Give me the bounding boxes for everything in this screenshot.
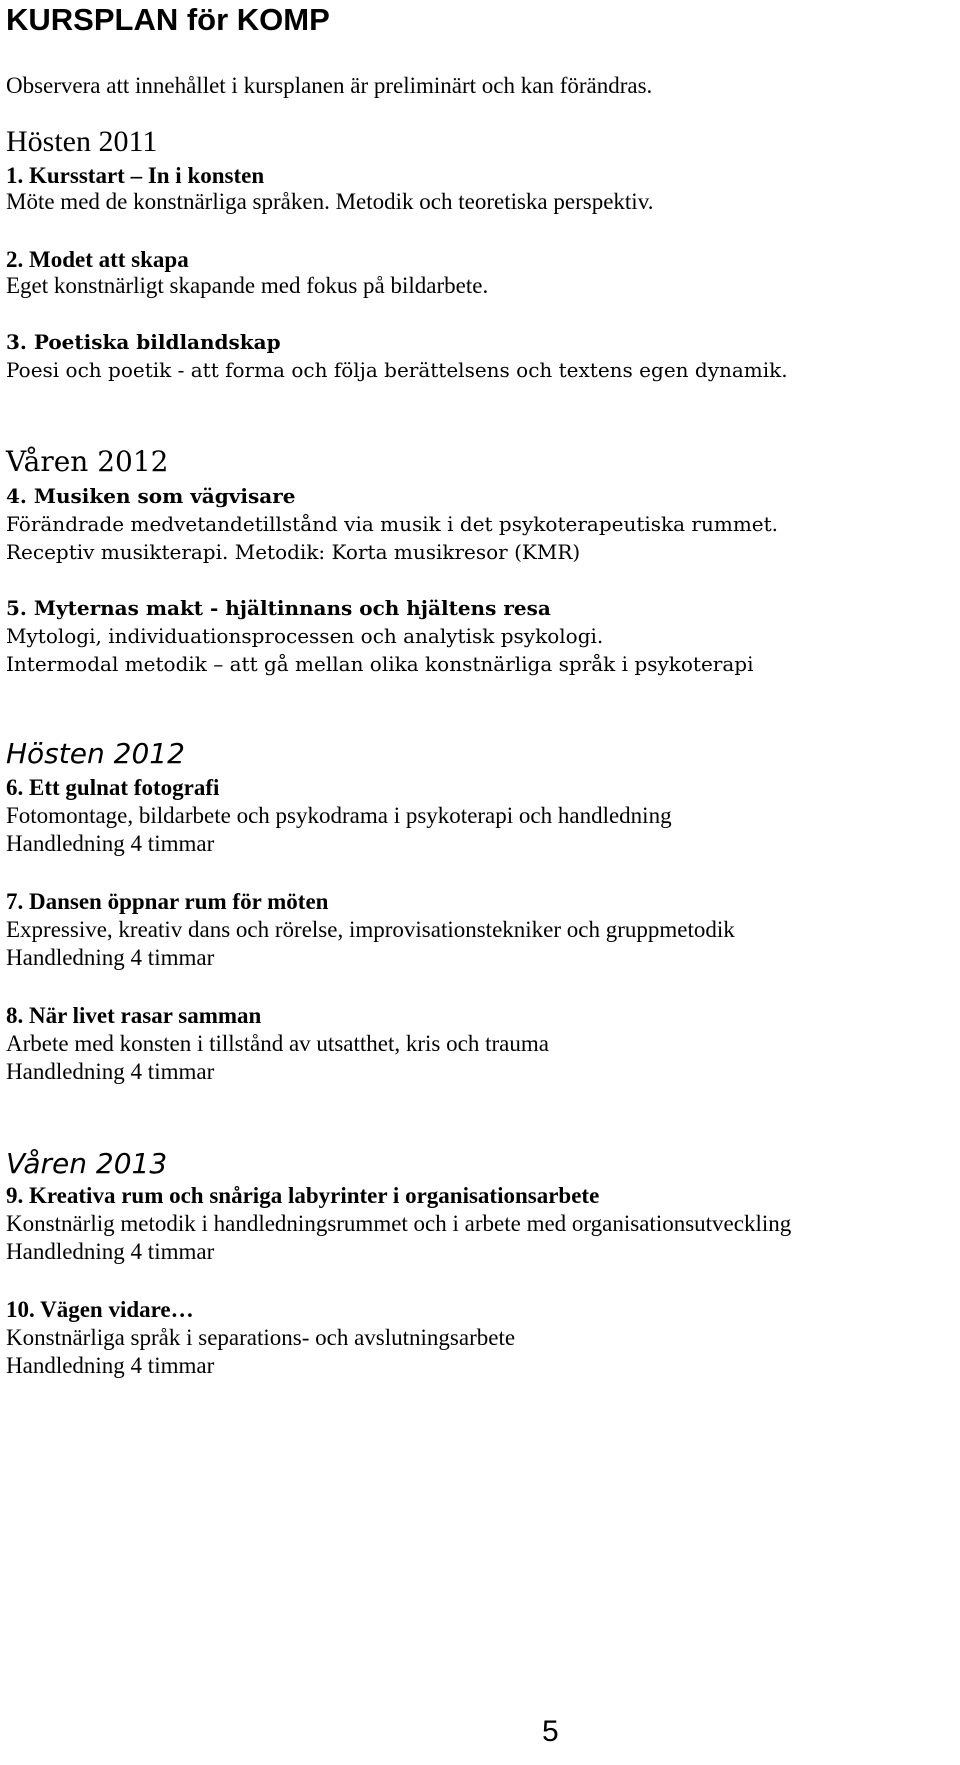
- module-line-9-2: Handledning 4 timmar: [6, 1239, 215, 1264]
- term-heading-hosten-2011: Hösten 2011: [6, 125, 158, 158]
- term-heading-varen-2013: Våren 2013: [6, 1147, 168, 1180]
- module-line-5-1: Mytologi, individuationsprocessen och analytisk psykologi.: [6, 624, 604, 648]
- term-heading-varen-2012: Våren 2012: [6, 445, 169, 478]
- module-line-10-1: Konstnärliga språk i separations- och avslutningsarbete: [6, 1325, 516, 1350]
- module-title-4: 4. Musiken som vägvisare: [6, 484, 296, 508]
- module-line-8-2: Handledning 4 timmar: [6, 1059, 215, 1084]
- module-line-8-1: Arbete med konsten i tillstånd av utsatthet, kris och trauma: [6, 1031, 549, 1056]
- module-title-9: 9. Kreativa rum och snåriga labyrinter i organisationsarbete: [6, 1183, 600, 1208]
- page-number: 5: [542, 1715, 559, 1748]
- module-title-10: 10. Vägen vidare…: [6, 1297, 194, 1322]
- module-line-9-1: Konstnärlig metodik i handledningsrummet och i arbete med organisationsutveckling: [6, 1211, 792, 1236]
- module-line-2-1: Eget konstnärligt skapande med fokus på bildarbete.: [6, 273, 489, 298]
- term-heading-hosten-2012: Hösten 2012: [6, 737, 185, 770]
- module-line-4-1: Förändrade medvetandetillstånd via musik i det psykoterapeutiska rummet.: [6, 512, 779, 536]
- module-title-8: 8. När livet rasar samman: [6, 1003, 262, 1028]
- module-line-6-2: Handledning 4 timmar: [6, 831, 215, 856]
- module-line-6-1: Fotomontage, bildarbete och psykodrama i psykoterapi och handledning: [6, 803, 672, 828]
- module-line-7-1: Expressive, kreativ dans och rörelse, improvisationstekniker och gruppmetodik: [6, 917, 735, 942]
- module-line-7-2: Handledning 4 timmar: [6, 945, 215, 970]
- module-title-5: 5. Myternas makt - hjältinnans och hjältens resa: [6, 596, 551, 620]
- module-line-10-2: Handledning 4 timmar: [6, 1353, 215, 1378]
- document-title: KURSPLAN för KOMP: [6, 2, 330, 37]
- module-title-3: 3. Poetiska bildlandskap: [6, 330, 281, 354]
- module-title-6: 6. Ett gulnat fotografi: [6, 775, 220, 800]
- notice-text: Observera att innehållet i kursplanen är preliminärt och kan förändras.: [6, 73, 653, 98]
- module-line-5-2: Intermodal metodik – att gå mellan olika konstnärliga språk i psykoterapi: [6, 652, 754, 676]
- module-line-1-1: Möte med de konstnärliga språken. Metodik och teoretiska perspektiv.: [6, 189, 654, 214]
- module-title-7: 7. Dansen öppnar rum för möten: [6, 889, 329, 914]
- module-line-4-2: Receptiv musikterapi. Metodik: Korta musikresor (KMR): [6, 540, 581, 564]
- module-line-3-1: Poesi och poetik - att forma och följa berättelsens och textens egen dynamik.: [6, 358, 788, 382]
- module-title-2: 2. Modet att skapa: [6, 247, 189, 272]
- module-title-1: 1. Kursstart – In i konsten: [6, 163, 265, 188]
